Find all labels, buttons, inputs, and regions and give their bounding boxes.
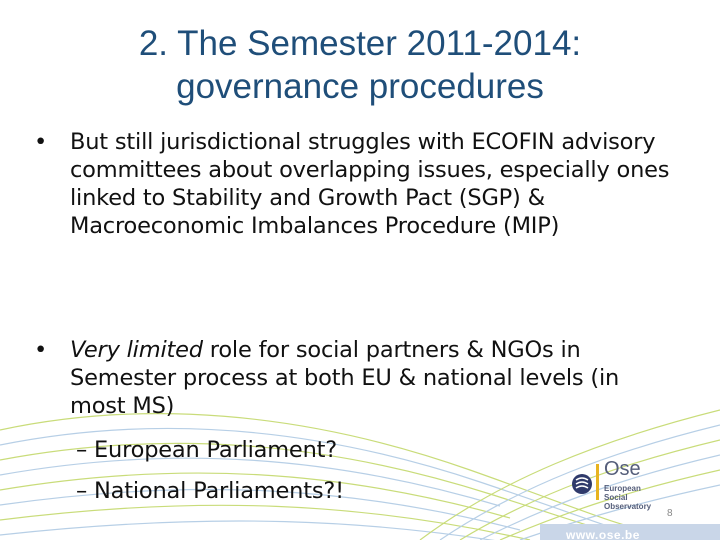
bullet-1-text: But still jurisdictional struggles with ECOFIN advisory committees about overlapping issues, especially ones linked to Stability and Growth Pact (SGP) & Macroeconomic Imbalances Procedure (MIP) (70, 129, 670, 239)
logo-name: Ose (604, 458, 641, 480)
logo-line-2: Social (604, 493, 628, 502)
ose-logo-icon (570, 462, 604, 502)
ose-logo (570, 458, 680, 524)
slide-title (40, 22, 680, 108)
title-line-1: 2. The Semester 2011-2014: (138, 24, 582, 63)
bullet-2-emphasis: Very limited (70, 337, 203, 363)
bullet-2-text (70, 336, 674, 420)
logo-line-3: Observatory (604, 502, 652, 511)
bullet-item-1 (34, 128, 674, 240)
sub-item-national-parliaments: – National Parliaments?! (76, 478, 344, 504)
logo-line-1: European (604, 484, 641, 493)
bullet-marker: • (34, 129, 48, 155)
bullet-marker: • (34, 337, 48, 363)
footer-url: www.ose.be (566, 528, 640, 540)
bullet-2-rest: role for social partners & NGOs in Semester process at both EU & national levels (in most MS) (70, 337, 620, 419)
page-number: 8 (667, 508, 673, 519)
sub-item-european-parliament: – European Parliament? (76, 437, 337, 463)
title-line-2: governance procedures (176, 67, 544, 106)
bullet-item-2 (34, 336, 674, 420)
